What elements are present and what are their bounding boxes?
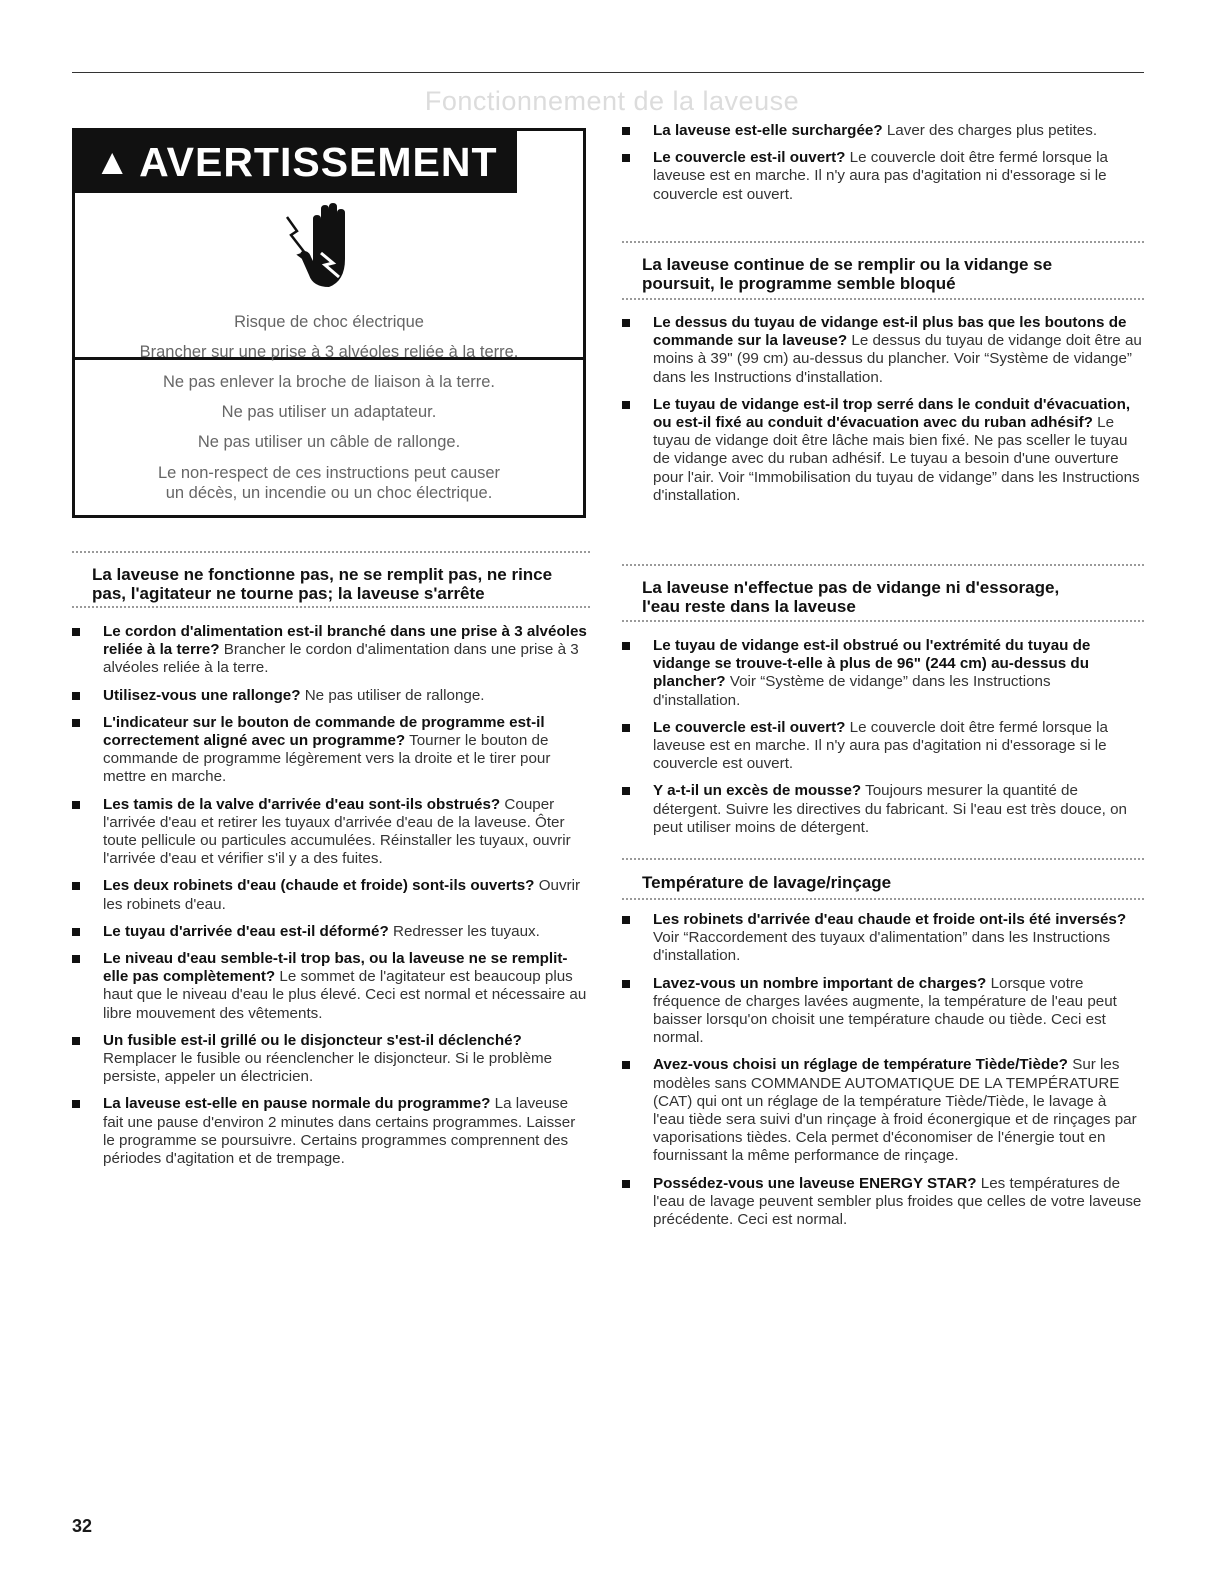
- item-question: Utilisez-vous une rallonge?: [103, 686, 301, 704]
- list-item: [72, 923, 590, 941]
- item-question: Un fusible est-il grillé ou le disjoncteur s'est-il déclenché?: [103, 1031, 522, 1049]
- warning-line: Risque de choc électrique: [234, 313, 424, 331]
- item-question: Le tuyau de vidange est-il trop serré dans le conduit d'évacuation, ou est-il fixé au conduit d'évacuation avec du ruban adhésif?: [653, 395, 1131, 432]
- section-divider: [622, 620, 1144, 622]
- bullet-icon: [72, 928, 80, 936]
- item-question: Y a-t-il un excès de mousse?: [653, 782, 862, 800]
- warning-line: Le non-respect de ces instructions peut causer: [157, 464, 501, 482]
- section-heading: Température de lavage/rinçage: [642, 873, 892, 892]
- page-number: 32: [72, 1516, 93, 1536]
- not-working-list: [72, 623, 590, 1177]
- list-item: [72, 950, 590, 1023]
- right-top-list: [622, 122, 1142, 213]
- bullet-icon: [622, 319, 630, 327]
- bullet-icon: [72, 1037, 80, 1045]
- list-item: [72, 1095, 590, 1168]
- warning-line: Ne pas utiliser un câble de rallonge.: [197, 433, 461, 451]
- bullet-icon: [72, 628, 80, 636]
- list-item: [72, 877, 590, 913]
- item-answer: Couper l'arrivée d'eau et retirer les tuyaux d'arrivée d'eau de la laveuse. Ôter toute pellicule ou particules accumulées. Réinstaller les tuyaux, ouvrir l'arrivée d'eau et vérifier s'il y a des fuites.: [103, 795, 571, 868]
- item-question: Possédez-vous une laveuse ENERGY STAR?: [653, 1174, 977, 1192]
- section-heading-line: La laveuse ne fonctionne pas, ne se remplit pas, ne rince: [92, 565, 553, 584]
- item-answer: Les températures de l'eau de lavage peuvent sembler plus froides que celles de votre laveuse précédente. Ceci est normal.: [653, 1174, 1142, 1229]
- warning-banner: [75, 131, 517, 193]
- warning-line: un décès, un incendie ou un choc électrique.: [165, 484, 493, 502]
- item-question: La laveuse est-elle surchargée?: [653, 122, 883, 139]
- list-item: [72, 623, 590, 678]
- list-item: [622, 314, 1142, 387]
- section-divider: [622, 858, 1144, 860]
- item-question: L'indicateur sur le bouton de commande de programme est-il correctement aligné avec un programme?: [103, 713, 545, 750]
- section-heading-line: La laveuse continue de se remplir ou la vidange se: [642, 255, 1053, 274]
- bullet-icon: [72, 1100, 80, 1108]
- bullet-icon: [622, 127, 630, 135]
- no-drain-list: [622, 637, 1142, 846]
- item-answer: Redresser les tuyaux.: [388, 922, 540, 940]
- bullet-icon: [72, 955, 80, 963]
- temperature-list: [622, 911, 1142, 1238]
- bullet-icon: [72, 692, 80, 700]
- section-divider: [72, 551, 590, 553]
- item-question: La laveuse est-elle en pause normale du programme?: [103, 1095, 491, 1113]
- bullet-icon: [622, 1180, 630, 1188]
- item-answer: Le couvercle doit être fermé lorsque la laveuse est en marche. Il n'y aura pas d'agitation ni d'essorage si le couvercle est ouvert.: [653, 149, 1108, 203]
- warning-line: Ne pas enlever la broche de liaison à la terre.: [162, 373, 496, 391]
- warning-text-block: [75, 313, 583, 514]
- section-heading: [642, 578, 1142, 616]
- keeps-filling-list: [622, 314, 1142, 514]
- bullet-icon: [622, 787, 630, 795]
- bullet-icon: [622, 724, 630, 732]
- warning-line: Ne pas utiliser un adaptateur.: [221, 403, 437, 421]
- item-answer: Le dessus du tuyau de vidange doit être au moins à 39" (99 cm) au-dessus du plancher. Voir “Système de vidange” dans les Instructions d'installation.: [653, 332, 1142, 386]
- list-item: [72, 1032, 590, 1087]
- section-heading-line: pas, l'agitateur ne tourne pas; la laveuse s'arrête: [92, 584, 485, 603]
- item-answer: Ne pas utiliser de rallonge.: [300, 686, 485, 704]
- section-heading: [92, 565, 592, 603]
- warning-box: [72, 128, 586, 518]
- top-rule: [72, 72, 1144, 73]
- warning-line: Brancher sur une prise à 3 alvéoles reliée à la terre.: [139, 343, 519, 361]
- section-divider: [622, 298, 1144, 300]
- item-answer: Remplacer le fusible ou réenclencher le disjoncteur. Si le problème persiste, appeler un électricien.: [103, 1050, 553, 1086]
- item-question: Le tuyau de vidange est-il obstrué ou l'extrémité du tuyau de vidange se trouve-t-elle à plus de 96" (244 cm) au-dessus du plancher?: [653, 637, 1091, 691]
- item-answer: Le sommet de l'agitateur est beaucoup plus haut que le niveau d'eau le plus élevé. Ceci est normal et nécessaire au libre mouvement des vêtements.: [103, 968, 587, 1022]
- section-heading-line: l'eau reste dans la laveuse: [642, 597, 856, 616]
- list-item: [622, 782, 1142, 837]
- page-title: Fonctionnement de la laveuse: [424, 86, 800, 116]
- section-heading-line: poursuit, le programme semble bloqué: [642, 274, 956, 293]
- warning-banner-text: AVERTISSEMENT: [139, 139, 498, 185]
- item-question: Le couvercle est-il ouvert?: [653, 718, 846, 736]
- item-answer: Voir “Raccordement des tuyaux d'alimentation” dans les Instructions d'installation.: [653, 929, 1111, 965]
- item-question: Les robinets d'arrivée d'eau chaude et froide ont-ils été inversés?: [653, 911, 1127, 928]
- list-item: [622, 149, 1142, 204]
- item-answer: Brancher le cordon d'alimentation dans une prise à 3 alvéoles reliée à la terre.: [103, 641, 579, 677]
- list-item: [72, 714, 590, 787]
- list-item: [622, 1175, 1142, 1230]
- list-item: [622, 122, 1142, 140]
- item-answer: Toujours mesurer la quantité de détergent. Suivre les directives du fabricant. Si l'eau est très douce, on peut utiliser moins de détergent.: [653, 782, 1127, 836]
- bullet-icon: [72, 801, 80, 809]
- electric-shock-hand-icon: [75, 195, 583, 295]
- item-question: Le niveau d'eau semble-t-il trop bas, ou la laveuse ne se remplit-elle pas complètement?: [103, 950, 568, 986]
- item-question: Le dessus du tuyau de vidange est-il plus bas que les boutons de commande sur la laveuse?: [653, 314, 1127, 350]
- list-item: [622, 975, 1142, 1048]
- item-question: Le cordon d'alimentation est-il branché dans une prise à 3 alvéoles reliée à la terre?: [103, 623, 587, 659]
- bullet-icon: [72, 882, 80, 890]
- bullet-icon: [622, 1061, 630, 1069]
- item-answer: Voir “Système de vidange” dans les Instructions d'installation.: [653, 673, 1051, 709]
- section-heading: [642, 255, 1142, 293]
- item-answer: Ouvrir les robinets d'eau.: [103, 877, 581, 913]
- bullet-icon: [622, 154, 630, 162]
- item-answer: Sur les modèles sans COMMANDE AUTOMATIQUE DE LA TEMPÉRATURE (CAT) qui ont un réglage de la température Tiède/Tiède, le lavage à l'eau tiède sera suivi d'un rinçage à froid éconergique et de rinçages par vaporisations tièdes. Cela permet d'économiser de l'énergie tout en fournissant la même performance de rinçage.: [653, 1056, 1137, 1165]
- bullet-icon: [622, 980, 630, 988]
- item-question: Lavez-vous un nombre important de charges?: [653, 974, 987, 992]
- item-answer: La laveuse fait une pause d'environ 2 minutes dans certains programmes. Laisser le programme se poursuivre. Certains programmes comprennent des périodes d'agitation et de trempage.: [103, 1095, 576, 1168]
- list-item: [622, 911, 1142, 966]
- item-answer: Lorsque votre fréquence de charges lavées augmente, la température de l'eau peut baisser lorsqu'on choisit une température chaude ou tiède. Ceci est normal.: [653, 974, 1117, 1047]
- warning-triangle-icon: ▲: [94, 141, 132, 182]
- section-heading-line: La laveuse n'effectue pas de vidange ni d'essorage,: [642, 578, 1060, 597]
- section-divider: [622, 898, 1144, 900]
- item-answer: Laver des charges plus petites.: [882, 122, 1098, 139]
- list-item: [622, 637, 1142, 710]
- item-question: Le tuyau d'arrivée d'eau est-il déformé?: [103, 922, 389, 940]
- bullet-icon: [622, 642, 630, 650]
- bullet-icon: [622, 916, 630, 924]
- item-question: Avez-vous choisi un réglage de température Tiède/Tiède?: [653, 1056, 1068, 1074]
- item-question: Les deux robinets d'eau (chaude et froide) sont-ils ouverts?: [103, 877, 535, 895]
- item-answer: Le tuyau de vidange doit être lâche mais bien fixé. Ne pas sceller le tuyau de vidange avec du ruban adhésif. Le tuyau a besoin d'une ouverture pour l'air. Voir “Immobilisation du tuyau de vidange” dans les Instructions d'installation.: [653, 414, 1140, 504]
- section-divider: [72, 606, 590, 608]
- section-divider: [622, 564, 1144, 566]
- section-divider: [622, 241, 1144, 243]
- item-answer: Tourner le bouton de commande de programme légèrement vers la droite et le tirer pour mettre en marche.: [103, 732, 551, 786]
- list-item: [72, 796, 590, 869]
- list-item: [622, 719, 1142, 774]
- list-item: [622, 1056, 1142, 1165]
- bullet-icon: [72, 719, 80, 727]
- item-question: Les tamis de la valve d'arrivée d'eau sont-ils obstrués?: [103, 795, 501, 813]
- list-item: [72, 687, 590, 705]
- item-answer: Le couvercle doit être fermé lorsque la laveuse est en marche. Il n'y aura pas d'agitation ni d'essorage si le couvercle est ouvert.: [653, 718, 1108, 773]
- list-item: [622, 396, 1142, 505]
- bullet-icon: [622, 401, 630, 409]
- item-question: Le couvercle est-il ouvert?: [653, 149, 846, 167]
